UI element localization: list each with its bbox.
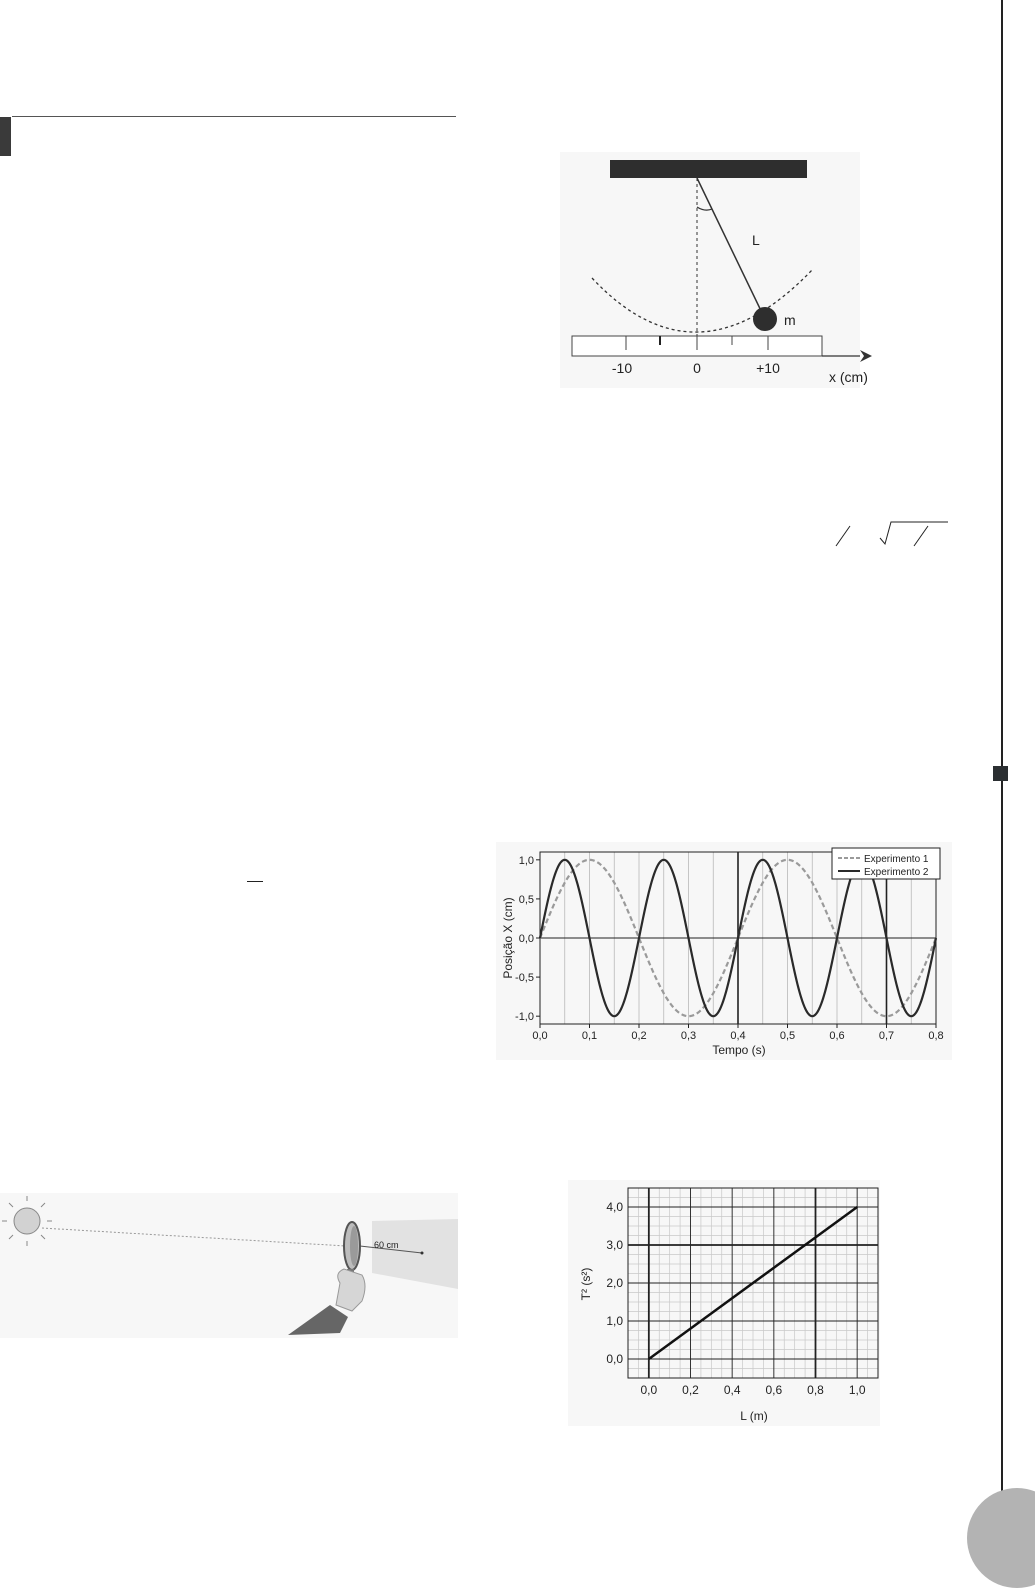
x-tick-label: 0,4 [730,1030,746,1042]
y-tick-label: 3,0 [606,1238,623,1252]
pendulum-figure [560,152,880,392]
formula-fragment [828,516,954,552]
x-tick-label: 0,2 [682,1383,699,1397]
y-tick-label: 4,0 [606,1200,623,1214]
mass-label: m [784,312,796,328]
chart-legend [832,848,940,879]
y-tick-label: 2,0 [606,1276,623,1290]
y-tick-label: -1,0 [515,1011,534,1024]
distance-label: 60 cm [374,1240,399,1250]
section-header-tab [0,117,11,156]
page-number-tab [967,1488,1035,1588]
legend-label-experimento-2: Experimento 2 [864,867,929,878]
x-tick-label: 0,4 [723,1383,741,1397]
x-tick-label: 0,5 [779,1030,796,1042]
x-tick-label: 0,3 [680,1030,697,1042]
y-axis-title: T² (s²) [579,1267,593,1301]
x-tick-label: 0,0 [640,1383,658,1397]
y-tick-label: -0,5 [515,972,534,985]
formula-slash-2 [914,526,928,546]
pendulum-mass [753,307,777,331]
y-tick-label: 1,0 [518,854,534,867]
x-tick-label: 0,8 [807,1383,824,1397]
x-tick-label: 0,6 [829,1030,845,1042]
y-axis-title: Posição X (cm) [501,897,515,979]
margin-rule [1001,0,1003,1564]
tick-label-minus10: -10 [611,360,633,376]
formula-slash [836,526,850,546]
x-axis-label: x (cm) [829,369,868,385]
section-header-rule [12,116,456,117]
y-tick-label: 0,5 [518,893,534,906]
x-axis-title: L (m) [740,1409,768,1423]
pendulum-ceiling [610,160,807,178]
margin-marker [993,766,1008,781]
tick-label-plus10: +10 [756,360,780,376]
fraction-bar [247,881,263,882]
position-time-chart [496,842,952,1060]
length-label: L [752,232,760,248]
formula-root [880,522,948,544]
x-tick-label: 0,6 [765,1383,783,1397]
x-tick-label: 0,8 [928,1030,944,1042]
magnifier-figure [0,1193,458,1338]
x-tick-label: 0,2 [631,1030,647,1042]
x-tick-label: 1,0 [848,1383,866,1397]
x-axis-title: Tempo (s) [712,1043,766,1057]
x-axis-arrow-head [860,350,872,362]
period-length-chart [568,1180,886,1430]
legend-label-experimento-1: Experimento 1 [864,854,929,865]
x-tick-label: 0,0 [532,1030,548,1042]
y-tick-label: 0,0 [518,933,534,945]
tick-label-0: 0 [693,360,701,376]
y-tick-label: 0,0 [606,1352,623,1366]
focal-point [421,1252,424,1255]
y-tick-label: 1,0 [606,1314,623,1328]
x-tick-label: 0,7 [878,1030,895,1042]
x-tick-label: 0,1 [581,1030,598,1042]
